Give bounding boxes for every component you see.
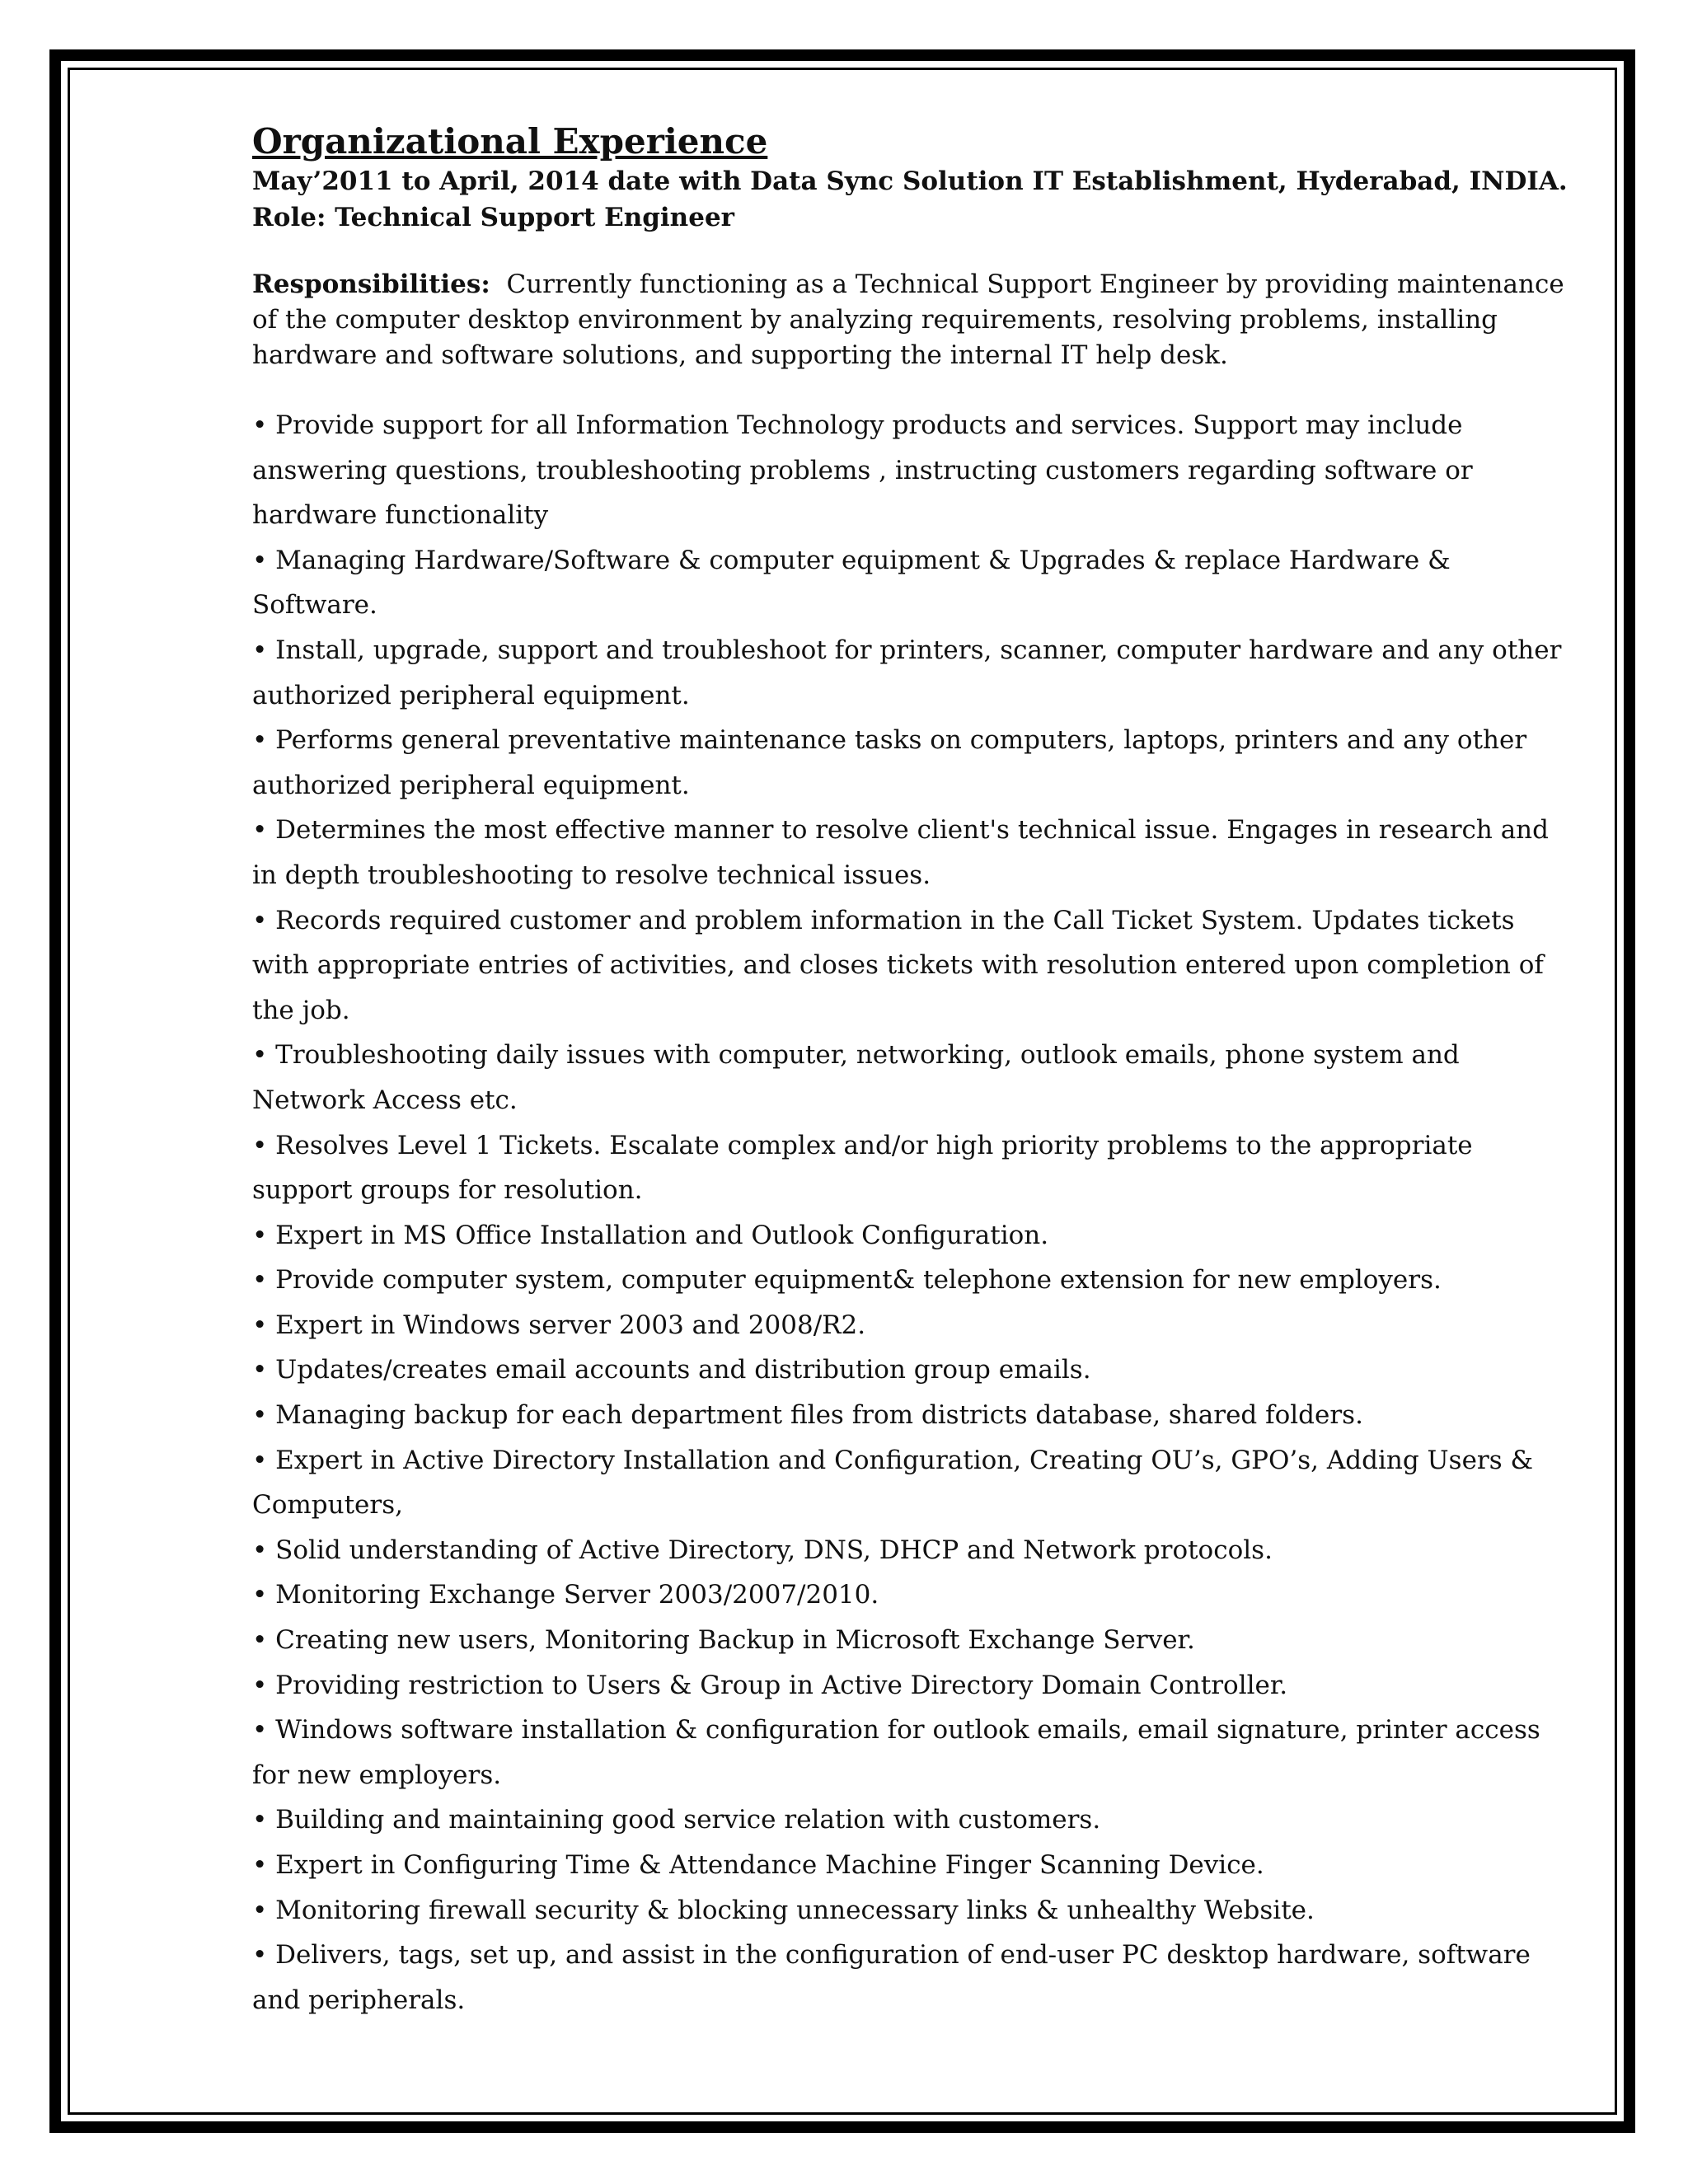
list-item: • Provide support for all Information Technology products and services. Support may include answering questions, troubleshooting problems , instructing customers regarding software or hardware functionality (252, 410, 1473, 531)
list-item: • Managing Hardware/Software & computer equipment & Upgrades & replace Hardware & Software. (252, 545, 1451, 621)
list-item: • Creating new users, Monitoring Backup in Microsoft Exchange Server. (252, 1625, 1195, 1656)
list-item: • Expert in Active Directory Installation and Configuration, Creating OU’s, GPO’s, Adding Users & Computers, (252, 1445, 1534, 1521)
document-body (252, 120, 1579, 2022)
list-item: • Solid understanding of Active Directory, DNS, DHCP and Network protocols. (252, 1535, 1273, 1565)
section-title: Organizational Experience (252, 121, 768, 162)
list-item: • Expert in Configuring Time & Attendance Machine Finger Scanning Device. (252, 1850, 1264, 1880)
list-item: • Install, upgrade, support and troubleshoot for printers, scanner, computer hardware and any other authorized peripheral equipment. (252, 635, 1562, 710)
list-item: • Troubleshooting daily issues with computer, networking, outlook emails, phone system and Network Access etc. (252, 1040, 1460, 1115)
job-role: Role: Technical Support Engineer (252, 203, 735, 232)
list-item: • Providing restriction to Users & Group in Active Directory Domain Controller. (252, 1670, 1288, 1700)
list-item: • Building and maintaining good service relation with customers. (252, 1805, 1101, 1835)
responsibilities-paragraph (252, 267, 1579, 373)
list-item: • Performs general preventative maintenance tasks on computers, laptops, printers and any other authorized peripheral equipment. (252, 725, 1527, 800)
list-item: • Delivers, tags, set up, and assist in the configuration of end-user PC desktop hardware, software and peripherals. (252, 1940, 1531, 2015)
responsibilities-text: Currently functioning as a Technical Support Engineer by providing maintenance of the computer desktop environment by analyzing requirements, resolving problems, installing hardware and software solutions, and supporting the internal IT help desk. (252, 269, 1564, 370)
list-item: • Expert in Windows server 2003 and 2008/R2. (252, 1310, 866, 1340)
list-item: • Updates/creates email accounts and distribution group emails. (252, 1355, 1091, 1385)
list-item: • Provide computer system, computer equipment& telephone extension for new employers. (252, 1265, 1442, 1296)
list-item: • Determines the most effective manner to resolve client's technical issue. Engages in research and in depth troubleshooting to resolve technical issues. (252, 815, 1549, 890)
list-item: • Monitoring firewall security & blocking unnecessary links & unhealthy Website. (252, 1895, 1315, 1925)
list-item: • Records required customer and problem information in the Call Ticket System. Updates tickets with appropriate entries of activities, and closes tickets with resolution entered upon completion of the job. (252, 905, 1544, 1025)
list-item: • Windows software installation & configuration for outlook emails, email signature, printer access for new employers. (252, 1715, 1540, 1790)
list-item: • Monitoring Exchange Server 2003/2007/2010. (252, 1580, 879, 1610)
list-item: • Resolves Level 1 Tickets. Escalate complex and/or high priority problems to the appropriate support groups for resolution. (252, 1130, 1473, 1206)
list-item: • Expert in MS Office Installation and Outlook Configuration. (252, 1220, 1049, 1250)
list-item: • Managing backup for each department files from districts database, shared folders. (252, 1400, 1363, 1431)
employment-period: May’2011 to April, 2014 date with Data Sync Solution IT Establishment, Hyderabad, INDIA. (252, 166, 1568, 196)
responsibilities-label: Responsibilities: (252, 269, 490, 299)
responsibility-list (252, 403, 1579, 2022)
